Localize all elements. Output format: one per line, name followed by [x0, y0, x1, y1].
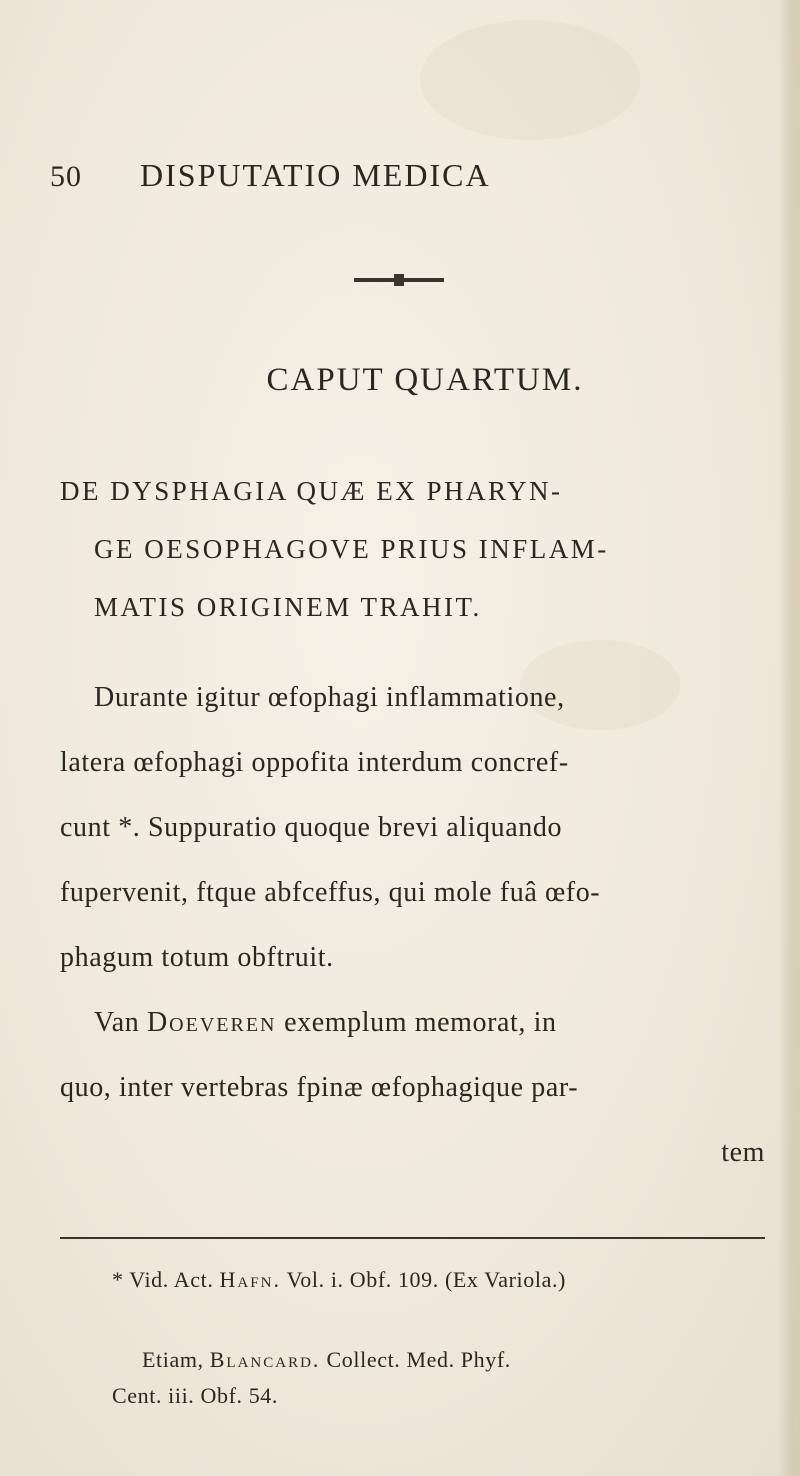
footnote-source: Hafn. — [219, 1267, 281, 1292]
chapter-subtitle — [60, 462, 780, 636]
catchword: tem — [721, 1137, 765, 1168]
body-line: quo, inter vertebras fpinæ œfophagique par- — [60, 1072, 579, 1103]
page-edge-shadow — [778, 0, 800, 1476]
body-line — [60, 990, 775, 1055]
footnote-segment: Etiam, — [142, 1347, 210, 1372]
body-text-segment: Van — [94, 1007, 147, 1038]
footnote-segment: Collect. Med. Phyf. — [320, 1347, 511, 1372]
footnote — [82, 1342, 782, 1378]
subtitle-line: MATIS ORIGINEM TRAHIT. — [94, 592, 482, 622]
footnote-source: Blancard. — [209, 1347, 321, 1372]
body-text — [60, 665, 775, 1185]
paper-stain — [420, 20, 640, 140]
chapter-title-text: CAPUT QUARTUM. — [266, 362, 584, 398]
body-text-segment: exemplum memorat, in — [276, 1007, 557, 1038]
chapter-title — [0, 362, 800, 399]
subtitle-line: DE DYSPHAGIA QUÆ EX PHARYN- — [60, 476, 563, 506]
body-line: phagum totum obftruit. — [60, 942, 334, 973]
footnotes — [82, 1262, 782, 1414]
subtitle-line: GE OESOPHAGOVE PRIUS INFLAM- — [94, 534, 609, 564]
body-line: Durante igitur œfophagi inflammatione, — [94, 682, 565, 713]
body-line: cunt *. Suppuratio quoque brevi aliquando — [60, 812, 563, 843]
footnote — [82, 1262, 782, 1298]
footnote-segment: * Vid. Act. — [112, 1267, 220, 1292]
author-name: Doeveren — [146, 1007, 277, 1038]
body-line: fupervenit, ftque abfceffus, qui mole fuâ œfo- — [60, 877, 601, 908]
ornament-rule — [354, 274, 444, 286]
page-number: 50 — [50, 160, 82, 193]
footnote-continuation: Cent. iii. Obf. 54. — [112, 1383, 279, 1408]
body-line: latera œfophagi oppofita interdum concref- — [60, 747, 569, 778]
running-head: DISPUTATIO MEDICA — [140, 157, 491, 193]
footnote-segment: Vol. i. Obf. 109. (Ex Variola.) — [280, 1267, 566, 1292]
footnote-rule — [60, 1237, 765, 1239]
